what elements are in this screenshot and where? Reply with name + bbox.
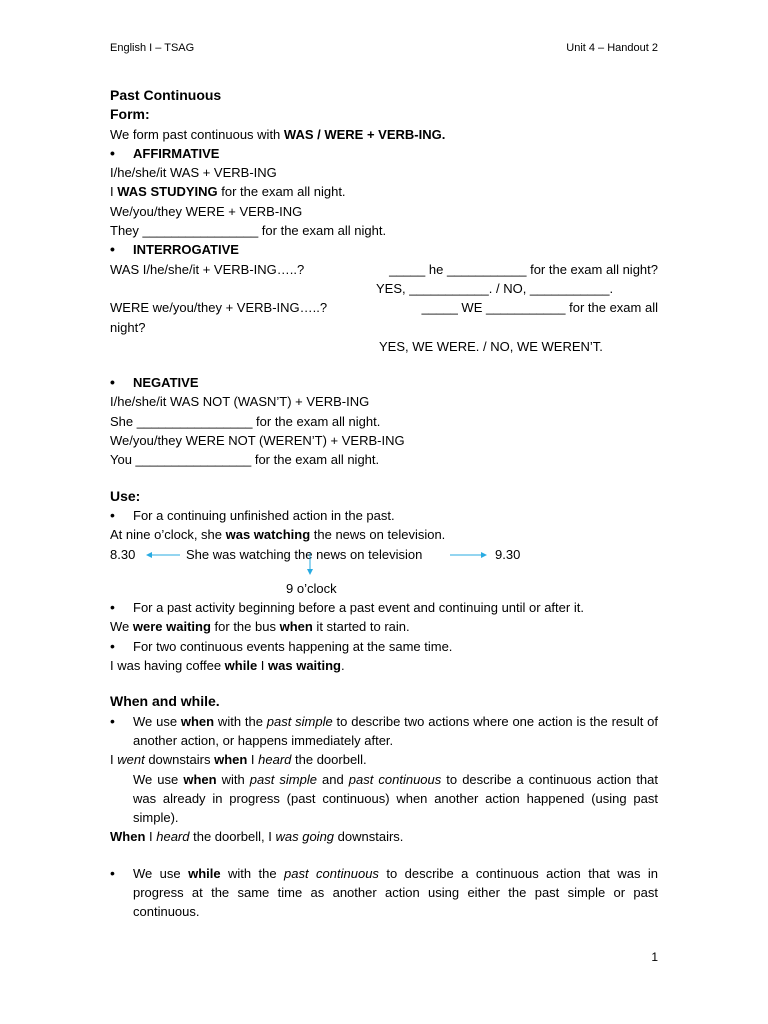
form-intro: We form past continuous with WAS / WERE + VERB-ING. <box>110 126 446 142</box>
use-example-3: I was having coffee while I was waiting. <box>110 658 345 674</box>
form-heading: Form: <box>110 106 150 123</box>
left-arrow-head <box>146 552 152 558</box>
interrogative-row-1: WAS I/he/she/it + VERB-ING…..? _____ he ___________ for the exam all night? <box>110 260 658 279</box>
right-arrow-head <box>481 552 487 558</box>
when-while-example-1: I went downstairs when I heard the doorbell. <box>110 752 367 768</box>
timeline-middle: She was watching the news on television <box>186 546 423 562</box>
timeline-marker: 9 o’clock <box>286 580 337 596</box>
interrogative-row-2: WERE we/you/they + VERB-ING…..? _____ WE ___________ for the exam all <box>110 298 658 317</box>
interrogative-question-2-cont: night? <box>110 319 146 335</box>
document-body <box>110 86 658 922</box>
when-while-heading: When and while. <box>110 693 220 710</box>
interrogative-answer-1-row <box>110 279 658 298</box>
when-while-example-2: When I heard the doorbell, I was going downstairs. <box>110 829 404 845</box>
negative-rule-2: We/you/they WERE NOT (WEREN’T) + VERB-ING <box>110 433 405 449</box>
use-example-1: At nine o’clock, she was watching the news on television. <box>110 527 446 543</box>
affirmative-example-2: They ________________ for the exam all night. <box>110 223 387 239</box>
interrogative-question-1: _____ he ___________ for the exam all night? <box>389 261 658 277</box>
interrogative-answer-1: YES, ___________. / NO, ___________. <box>376 280 614 296</box>
use-heading: Use: <box>110 487 141 504</box>
when-while-paragraph-2: We use when with past simple and past continuous to describe a continuous action that was already in progress (past continuous) when another action happened (using past simple). <box>133 771 659 826</box>
interrogative-heading: • INTERROGATIVE <box>110 240 658 259</box>
header-right: Unit 4 – Handout 2 <box>566 42 658 54</box>
page-title: Past Continuous <box>110 87 222 103</box>
when-while-paragraph-1: • We use when with the past simple to describe two actions where one action is the result of another action, or happens immediately after. <box>110 712 658 751</box>
timeline <box>110 545 658 564</box>
affirmative-rule-1: I/he/she/it WAS + VERB-ING <box>110 165 277 181</box>
negative-example-2: You ________________ for the exam all night. <box>110 452 380 468</box>
negative-example-1: She ________________ for the exam all night. <box>110 413 381 429</box>
when-while-paragraph-3: • We use while with the past continuous to describe a continuous action that was in progress at the same time as another action using either the past simple or past continuous. <box>110 864 658 922</box>
negative-rule-1: I/he/she/it WAS NOT (WASN’T) + VERB-ING <box>110 394 370 410</box>
affirmative-heading: • AFFIRMATIVE <box>110 144 658 163</box>
timeline-start: 8.30 <box>110 546 136 562</box>
header-left: English I – TSAG <box>110 42 195 54</box>
use-bullet-3: • For two continuous events happening at the same time. <box>110 637 658 656</box>
affirmative-rule-2: We/you/they WERE + VERB-ING <box>110 203 303 219</box>
interrogative-answer-2: YES, WE WERE. / NO, WE WEREN’T. <box>379 338 603 354</box>
page-number: 1 <box>651 950 658 964</box>
timeline-marker-row <box>110 579 658 598</box>
interrogative-question-2: _____ WE ___________ for the exam all <box>421 300 658 316</box>
affirmative-example-1: I WAS STUDYING for the exam all night. <box>110 184 346 200</box>
use-bullet-1: • For a continuing unfinished action in the past. <box>110 506 658 525</box>
negative-heading: • NEGATIVE <box>110 373 658 392</box>
use-example-2: We were waiting for the bus when it started to rain. <box>110 619 410 635</box>
timeline-end: 9.30 <box>495 546 521 562</box>
interrogative-answer-2-row <box>110 337 658 356</box>
use-bullet-2: • For a past activity beginning before a past event and continuing until or after it. <box>110 598 658 617</box>
